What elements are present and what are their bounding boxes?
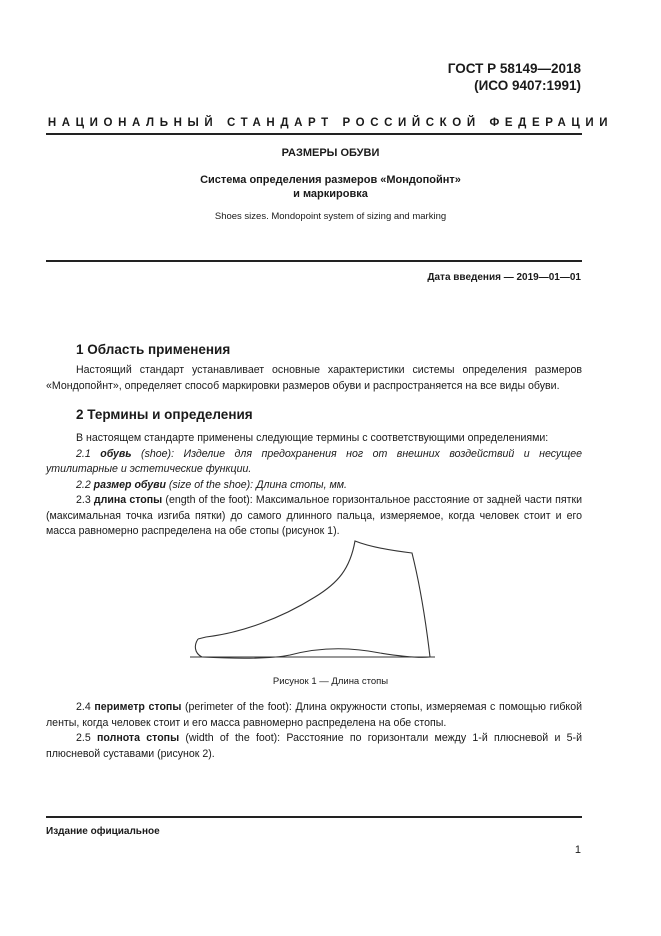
section-1-body: [46, 363, 582, 394]
term-definition: Изделие для предохранения ног от внешних воздействий и несущее утилитарные и эстетические функции.: [46, 447, 583, 475]
subtitle-line-1: Система определения размеров «Мондопойнт»: [200, 174, 461, 186]
term-name: обувь: [100, 447, 132, 460]
term-number: 2.1: [76, 447, 101, 460]
figure-1-caption: Рисунок 1 — Длина стопы: [272, 676, 389, 687]
standard-designation: [448, 60, 581, 94]
title-divider: [46, 260, 582, 262]
iso-reference: (ИСО 9407:1991): [474, 78, 581, 93]
term-2-4: [46, 700, 582, 731]
section-2-heading: 2 Термины и определения: [76, 407, 253, 422]
introduction-date: Дата введения — 2019—01—01: [427, 272, 581, 283]
term-2-3: [46, 493, 582, 540]
document-title: РАЗМЕРЫ ОБУВИ: [281, 147, 380, 159]
foot-outline: [198, 541, 430, 657]
section-2-intro: В настоящем стандарте применены следующие термины с соответствующими определениями:: [76, 432, 549, 444]
term-english: (perimeter of the foot):: [181, 701, 296, 713]
term-definition: Длина окружности стопы, измеряемая с помощью гибкой ленты, когда человек стоит и его масса равномерно распределена на обе стопы.: [46, 701, 583, 729]
term-number: 2.4: [76, 701, 95, 713]
term-english: (width of the foot):: [179, 732, 287, 744]
term-2-5: [46, 731, 582, 762]
standard-number: ГОСТ Р 58149—2018: [447, 61, 581, 76]
footer-divider: [46, 816, 582, 818]
term-number: 2.5: [76, 732, 97, 744]
term-2-1: [46, 447, 582, 478]
term-name: полнота стопы: [96, 732, 180, 744]
term-name: периметр стопы: [94, 701, 182, 713]
term-definition: Максимальное горизонтальное расстояние от задней части пятки (максимальная точка изгиба пятки) до самого длинного пальца, измеряемое, когда человек стоит и его масса равномерно распределена на обе стопы (рисунок 1).: [46, 494, 582, 537]
edition-note: Издание официальное: [46, 826, 160, 837]
term-name: длина стопы: [93, 494, 163, 506]
section-1-text: Настоящий стандарт устанавливает основные характеристики системы определения размеров «Мондопойнт», определяет способ маркировки размеров обуви и распространяется на все виды обуви.: [46, 364, 582, 392]
term-english: (shoe):: [131, 447, 184, 460]
section-2-body-continued: [46, 700, 582, 762]
term-number: 2.3: [76, 494, 94, 506]
foot-length-figure: [180, 535, 440, 665]
national-standard-banner: НАЦИОНАЛЬНЫЙ СТАНДАРТ РОССИЙСКОЙ ФЕДЕРАЦИИ: [47, 117, 614, 129]
english-title: Shoes sizes. Mondopoint system of sizing and marking: [214, 211, 447, 222]
page-number: 1: [574, 844, 581, 856]
term-definition: Расстояние по горизонтали между 1-й плюсневой и 5-й плюсневой суставами (рисунок 2).: [46, 732, 582, 760]
document-subtitle: [0, 173, 661, 201]
header-divider: [46, 133, 582, 135]
section-1-heading: 1 Область применения: [76, 342, 231, 357]
term-2-2: [46, 478, 582, 494]
term-definition: Длина стопы, мм.: [256, 478, 347, 491]
term-english: (size of the shoe):: [165, 478, 257, 491]
section-2-body: [46, 431, 582, 540]
term-number: 2.2: [76, 478, 94, 491]
toe-curve: [195, 639, 202, 657]
subtitle-line-2: и маркировка: [293, 188, 368, 200]
term-english: (ength of the foot):: [162, 494, 256, 506]
term-name: размер обуви: [93, 478, 166, 491]
